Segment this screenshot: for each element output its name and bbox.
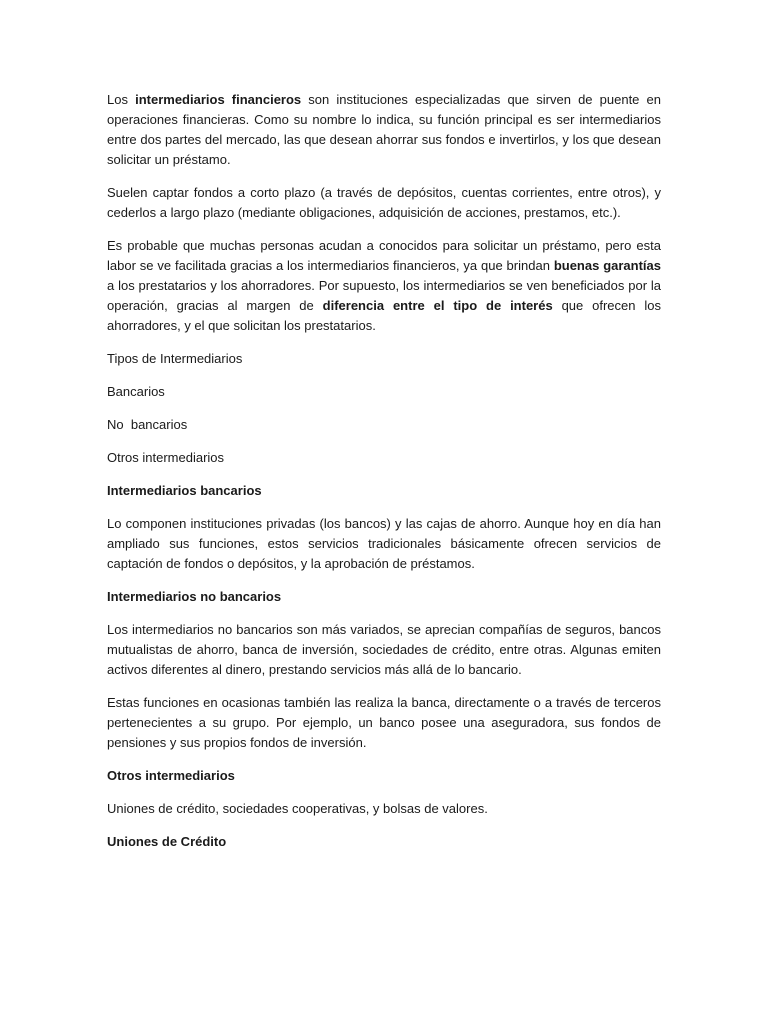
types-title: Tipos de Intermediarios xyxy=(107,351,243,366)
funding-paragraph: Suelen captar fondos a corto plazo (a través de depósitos, cuentas corrientes, entre otros), y cederlos a largo plazo (mediante obligaciones, adquisición de acciones, prestamos, etc.). xyxy=(107,185,661,220)
intro-paragraph xyxy=(107,90,661,170)
guarantees-bold-term: buenas garantías xyxy=(553,258,661,273)
document-page xyxy=(107,90,661,865)
guarantees-paragraph xyxy=(107,236,661,336)
interest-bold-term: diferencia entre el tipo de interés xyxy=(322,298,553,313)
section-heading-uniones: Uniones de Crédito xyxy=(107,834,227,849)
section-heading-no-bancarios: Intermediarios no bancarios xyxy=(107,589,282,604)
type-item-bancarios: Bancarios xyxy=(107,384,165,399)
otros-paragraph: Uniones de crédito, sociedades cooperativas, y bolsas de valores. xyxy=(107,801,488,816)
no-bancarios-paragraph-1: Los intermediarios no bancarios son más variados, se aprecian compañías de seguros, bancos mutualistas de ahorro, banca de inversión, sociedades de crédito, entre otras. Algunas emiten activos diferentes al dinero, prestando servicios más allá de lo bancario. xyxy=(107,622,661,677)
section-heading-bancarios: Intermediarios bancarios xyxy=(107,483,262,498)
guarantees-text-1: Es probable que muchas personas acudan a conocidos para solicitar un préstamo, pero esta labor se ve facilitada gracias a los intermediarios financieros, ya que brindan xyxy=(107,238,661,273)
intro-bold-term: intermediarios financieros xyxy=(135,92,302,107)
intro-text-end: son instituciones especializadas que sirven de puente en operaciones financieras. Como su nombre lo indica, su función principal es ser intermediarios entre dos partes del mercado, las que desean ahorrar sus fondos e invertirlos, y los que desean solicitar un préstamo. xyxy=(107,92,662,167)
guarantees-text-2: a los prestatarios y los ahorradores. Por supuesto, los intermediarios se ven beneficiados por la operación, gracias al margen de xyxy=(107,278,661,313)
no-bancarios-paragraph-2: Estas funciones en ocasionas también las realiza la banca, directamente o a través de terceros pertenecientes a su grupo. Por ejemplo, un banco posee una aseguradora, sus fondos de pensiones y sus propios fondos de inversión. xyxy=(107,695,661,750)
bancarios-paragraph: Lo componen instituciones privadas (los bancos) y las cajas de ahorro. Aunque hoy en día han ampliado sus funciones, estos servicios tradicionales básicamente ofrecen servicios de captación de fondos o depósitos, y la aprobación de préstamos. xyxy=(107,516,661,571)
intro-text-start: Los xyxy=(107,92,136,107)
type-item-otros: Otros intermediarios xyxy=(107,450,225,465)
guarantees-text-3: que ofrecen los ahorradores, y el que solicitan los prestatarios. xyxy=(107,298,661,333)
type-item-no-bancarios: No bancarios xyxy=(107,417,188,432)
section-heading-otros: Otros intermediarios xyxy=(107,768,235,783)
